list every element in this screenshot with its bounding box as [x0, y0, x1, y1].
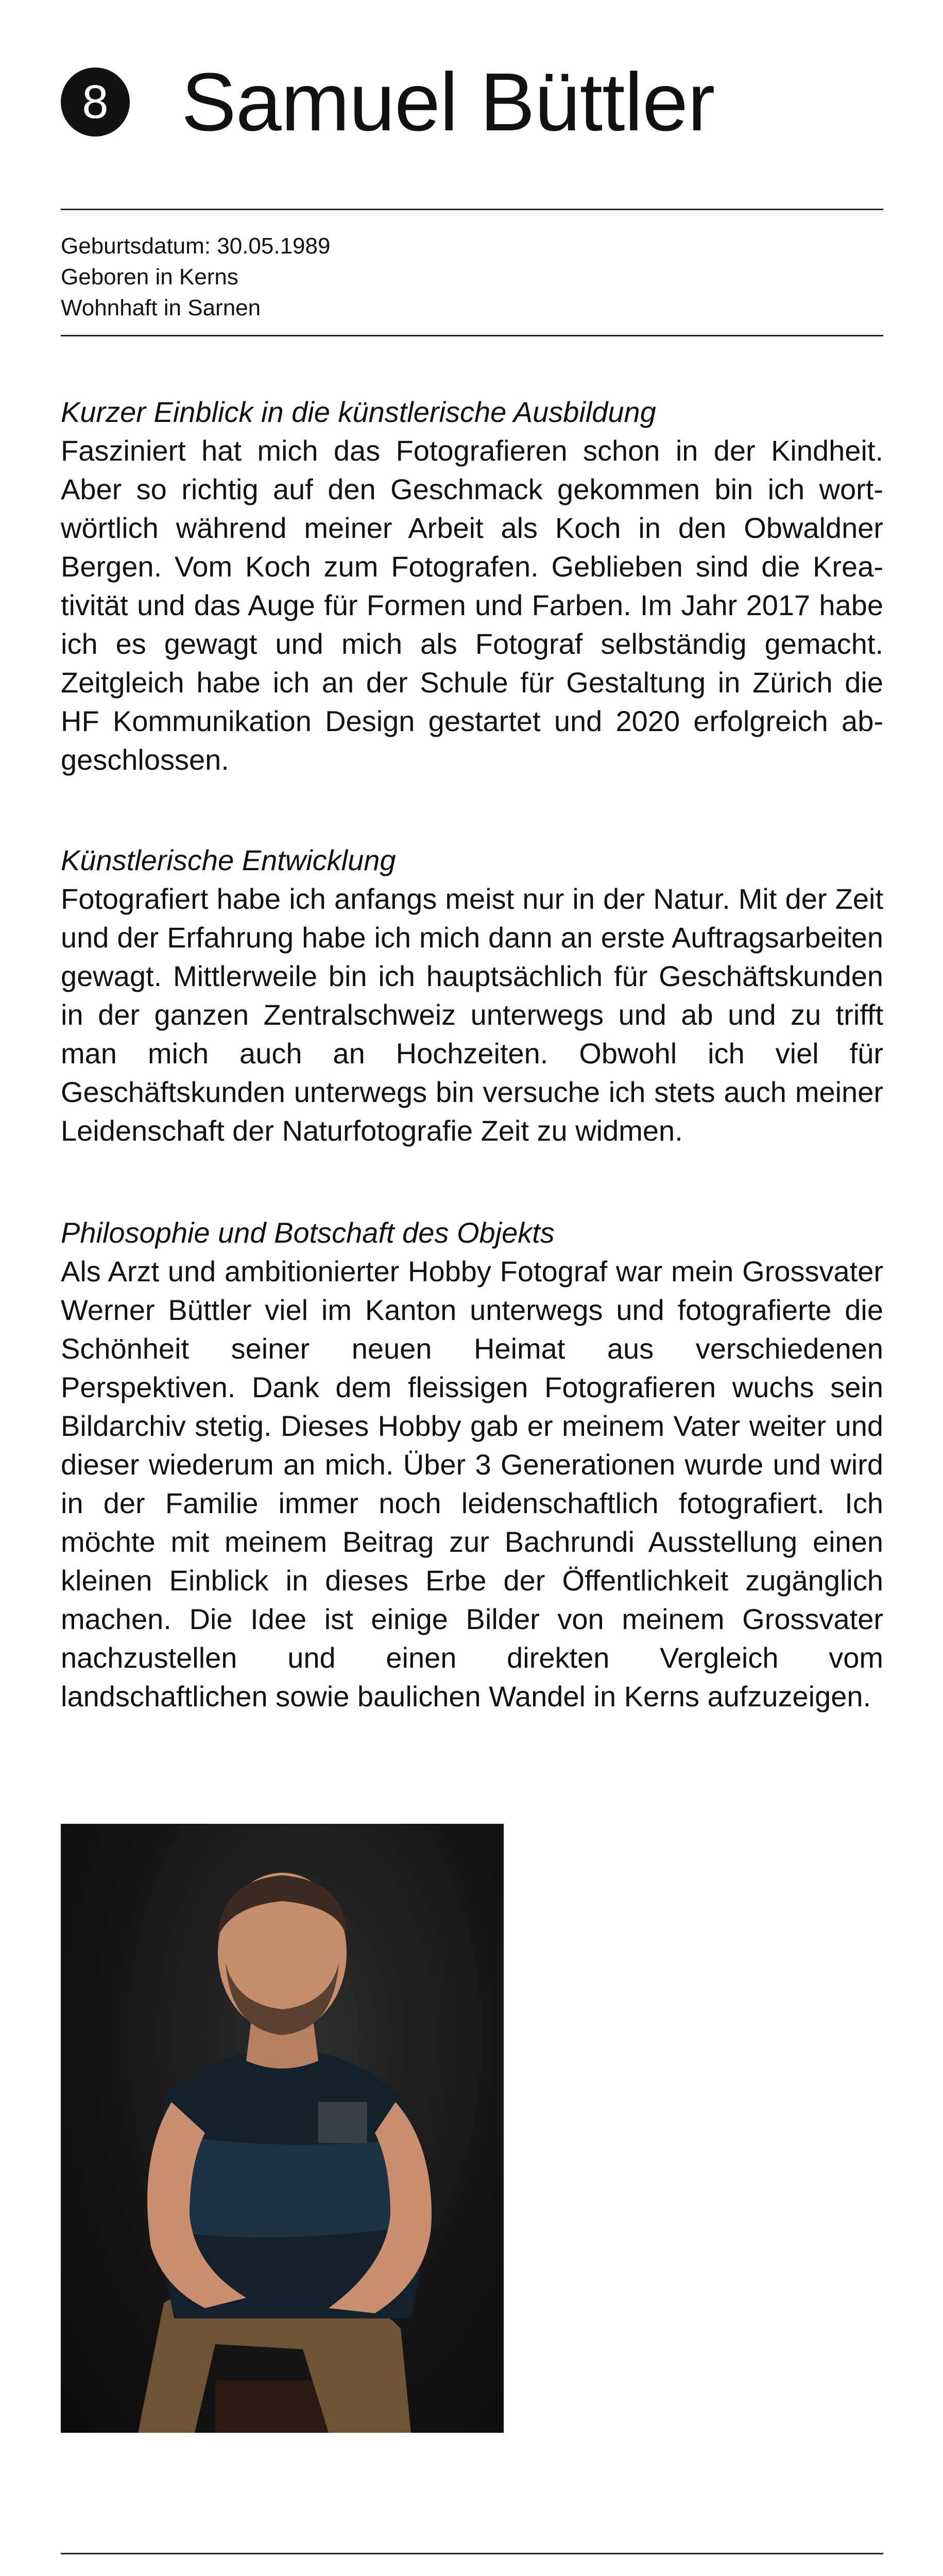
section-development [61, 841, 883, 1150]
artist-portrait-photo [61, 1824, 504, 2433]
artist-number-badge: 8 [61, 67, 130, 137]
section-body: Fotografiert habe ich anfangs meist nur in der Natur. Mit der Zeit und der Erfahrung habe ich mich dann an erste Auftragsarbeiten gewagt. Mittlerweile bin ich hauptsächlich für Geschäftskunden in der ganzen Zentralschweiz unterwegs und ab und zu trifft man mich auch an Hochzeiten. Obwohl ich viel für Geschäftskunden unterwegs bin versuche ich stets auch meiner Leidenschaft der Naturfotografie Zeit zu widmen. [61, 883, 883, 1147]
section-heading: Philosophie und Botschaft des Objekts [61, 1216, 555, 1249]
section-training [61, 393, 883, 779]
section-heading: Kurzer Einblick in die künstlerische Ausbildung [61, 396, 656, 428]
section-heading: Künstlerische Entwicklung [61, 844, 396, 876]
artist-name: Samuel Büttler [181, 56, 715, 148]
divider-meta [61, 335, 883, 336]
section-body: Als Arzt und ambitionierter Hobby Fotograf war mein Grossvater Werner Büttler viel im Kanton unterwegs und fotografierte die Schönheit seiner neuen Heimat aus verschiedenen Perspektiven. Dank dem fleissigen Fotografieren wuchs sein Bildarchiv stetig. Dieses Hobby gab er meinem Vater weiter und dieser wiederum an mich. Über 3 Generationen wurde und wird in der Familie immer noch leidenschaftlich fotografiert. Ich möchte mit meinem Beitrag zur Bachrundi Ausstellung einen kleinen Einblick in dieses Erbe der Öffentlichkeit zugänglich machen. Die Idee ist einige Bilder von meinem Grossvater nachzustellen und einen direkten Vergleich vom landschaftlichen sowie baulichen Wandel in Kerns aufzuzeigen. [61, 1255, 883, 1713]
residence: Wohnhaft in Sarnen [61, 295, 261, 320]
divider-top [61, 209, 883, 210]
divider-logo-top [61, 2553, 883, 2554]
portrait-illustration [61, 1824, 504, 2433]
birthdate: Geburtsdatum: 30.05.1989 [61, 233, 331, 259]
page-header [61, 50, 714, 154]
birthplace: Geboren in Kerns [61, 264, 238, 290]
artist-meta [61, 231, 330, 324]
section-philosophy [61, 1213, 883, 1716]
section-body: Fasziniert hat mich das Fotografieren schon in der Kindheit. Aber so richtig auf den Geschmack gekommen bin ich wortwörtlich während meiner Arbeit als Koch in den Obwaldner Bergen. Vom Koch zum Fotografen. Geblieben sind die Kreativität und das Auge für Formen und Farben. Im Jahr 2017 habe ich es gewagt und mich als Fotograf selbständig gemacht. Zeitgleich habe ich an der Schule für Gestaltung in Zürich die HF Kommunikation Design gestartet und 2020 erfolgreich abgeschlossen. [61, 434, 883, 776]
